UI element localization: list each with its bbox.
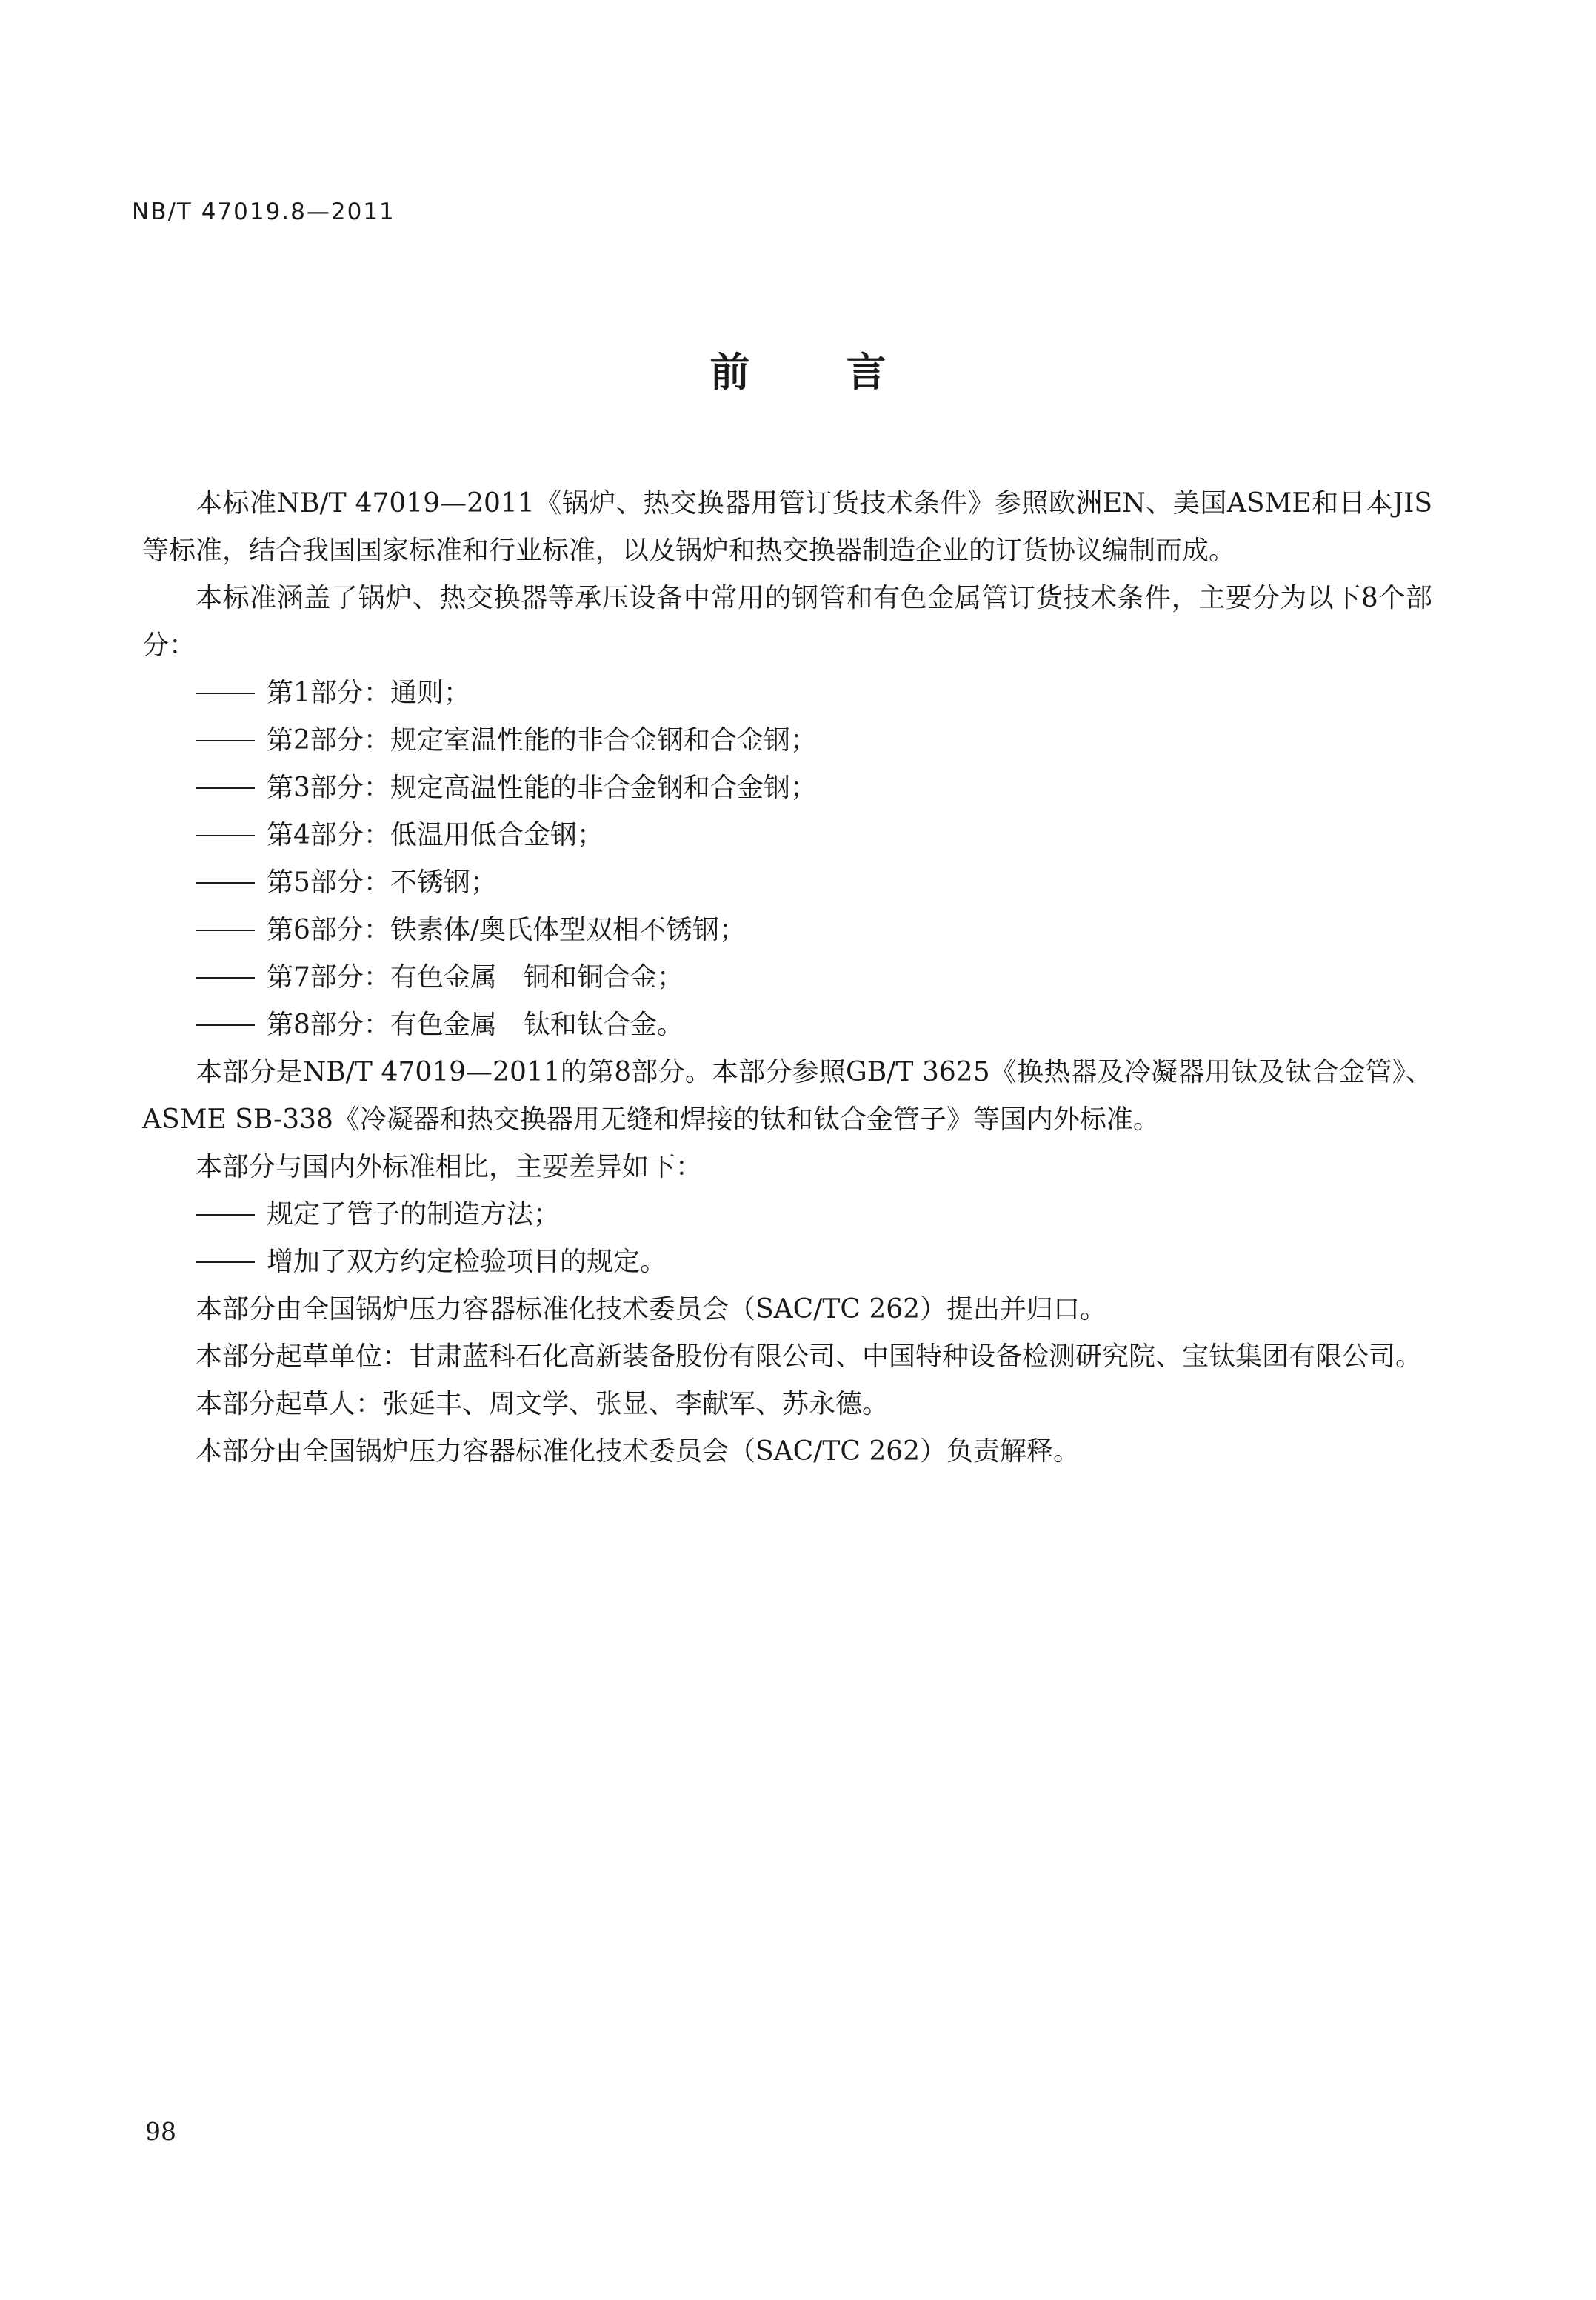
- dash-mark: [196, 1261, 255, 1263]
- differences-intro: 本部分与国内外标准相比，主要差异如下：: [196, 1152, 703, 1182]
- page-title: 前言: [709, 349, 983, 396]
- dash-mark: [196, 787, 255, 789]
- page-number: 98: [145, 2117, 176, 2146]
- scope-paragraph: 本标准涵盖了锅炉、热交换器等承压设备中常用的钢管和有色金属管订货技术条件，主要分为以下8个部分：: [142, 583, 1432, 661]
- drafting-units-paragraph: 本部分起草单位：甘肃蓝科石化高新装备股份有限公司、中国特种设备检测研究院、宝钛集团有限公司。: [196, 1341, 1423, 1372]
- dash-mark: [196, 693, 255, 694]
- intro-paragraph: 本标准NB/T 47019—2011《锅炉、热交换器用管订货技术条件》参照欧洲EN、美国ASME和日本JIS等标准，结合我国国家标准和行业标准，以及锅炉和热交换器制造企业的订货协议编制而成。: [142, 488, 1432, 566]
- dash-mark: [196, 835, 255, 836]
- part-label: 第3部分：规定高温性能的非合金钢和合金钢；: [267, 773, 817, 803]
- part-label: 第1部分：通则；: [267, 678, 470, 708]
- dash-mark: [196, 930, 255, 931]
- part-label: 第8部分：有色金属 钛和钛合金。: [267, 1010, 684, 1040]
- dash-mark: [196, 740, 255, 741]
- part-label: 第4部分：低温用低合金钢；: [267, 820, 604, 850]
- part-list-item: [142, 812, 1432, 859]
- part-list-item: [142, 764, 1432, 812]
- difference-label: 增加了双方约定检验项目的规定。: [267, 1247, 667, 1277]
- part-label: 第6部分：铁素体/奥氏体型双相不锈钢；: [267, 915, 747, 945]
- dash-mark: [196, 977, 255, 979]
- part-list-item: [142, 670, 1432, 717]
- standard-code-header: NB/T 47019.8—2011: [132, 199, 395, 225]
- part-list-item: [142, 954, 1432, 1001]
- part-label: 第7部分：有色金属 铜和铜合金；: [267, 962, 684, 993]
- difference-item: [142, 1191, 1432, 1239]
- interpretation-paragraph: 本部分由全国锅炉压力容器标准化技术委员会（SAC/TC 262）负责解释。: [196, 1436, 1081, 1467]
- part-list-item: [142, 859, 1432, 907]
- part-label: 第2部分：规定室温性能的非合金钢和合金钢；: [267, 725, 817, 756]
- dash-mark: [196, 1024, 255, 1026]
- reference-paragraph: 本部分是NB/T 47019—2011的第8部分。本部分参照GB/T 3625《换热器及冷凝器用钛及钛合金管》、ASME SB-338《冷凝器和热交换器用无缝和焊接的钛和钛合金管子》等国内外标准。: [142, 1057, 1432, 1135]
- difference-label: 规定了管子的制造方法；: [267, 1199, 561, 1230]
- dash-mark: [196, 882, 255, 884]
- part-list-item: [142, 907, 1432, 954]
- proposer-paragraph: 本部分由全国锅炉压力容器标准化技术委员会（SAC/TC 262）提出并归口。: [196, 1294, 1107, 1324]
- part-label: 第5部分：不锈钢；: [267, 867, 497, 898]
- difference-item: [142, 1239, 1432, 1286]
- document-body: [142, 480, 1432, 1476]
- part-list-item: [142, 717, 1432, 764]
- part-list-item: [142, 1001, 1432, 1049]
- dash-mark: [196, 1214, 255, 1216]
- drafters-paragraph: 本部分起草人：张延丰、周文学、张显、李献军、苏永德。: [196, 1389, 889, 1419]
